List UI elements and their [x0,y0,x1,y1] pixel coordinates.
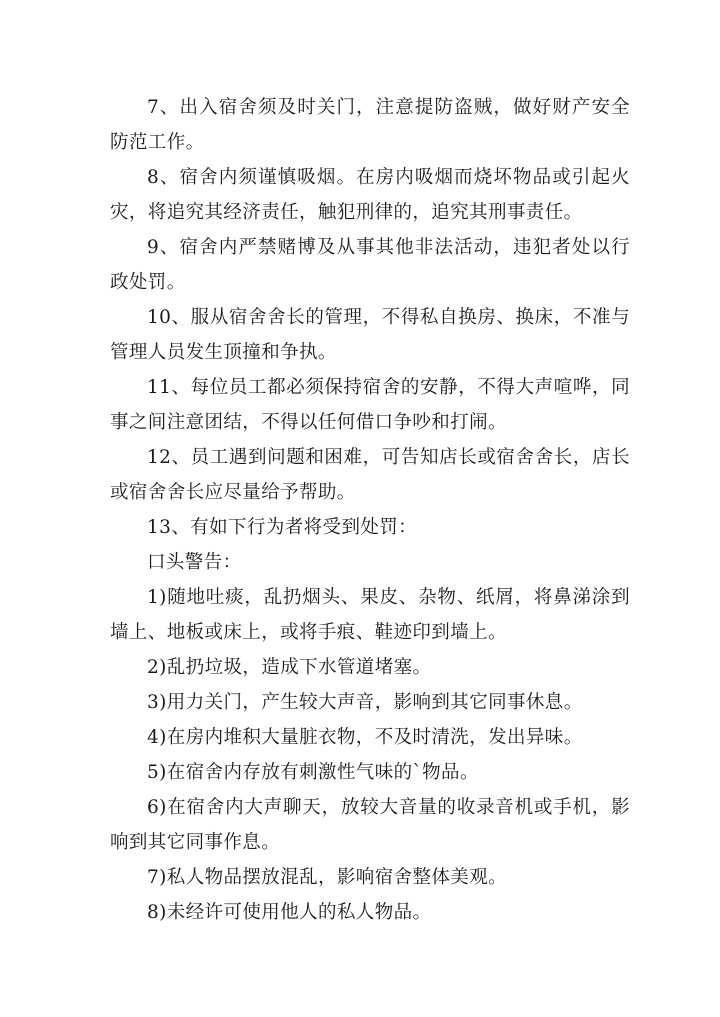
violation-item-5: 5)在宿舍内存放有刺激性气味的`物品。 [147,762,479,783]
rule-7: 7、出入宿舍须及时关门，注意提防盗贼，做好财产安全防范工作。 [110,97,630,153]
rule-13: 13、有如下行为者将受到处罚： [147,517,418,538]
rule-10: 10、服从宿舍舍长的管理，不得私自换房、换床，不准与管理人员发生顶撞和争执。 [110,307,630,363]
violation-item-3: 3)用力关门，产生较大声音，影响到其它同事休息。 [147,692,583,713]
rule-8: 8、宿舍内须谨慎吸烟。在房内吸烟而烧坏物品或引起火灾，将追究其经济责任，触犯刑律的，追究其刑事责任。 [110,167,630,223]
document-body [110,90,630,930]
violation-item-6: 6)在宿舍内大声聊天，放较大音量的收录音机或手机，影响到其它同事作息。 [110,797,630,853]
rule-11: 11、每位员工都必须保持宿舍的安静，不得大声喧哗，同事之间注意团结，不得以任何借口争吵和打闹。 [110,377,630,433]
violation-item-7: 7)私人物品摆放混乱，影响宿舍整体美观。 [147,867,507,888]
violation-item-8: 8)未经许可使用他人的私人物品。 [147,902,432,923]
verbal-warning-heading: 口头警告： [147,552,242,573]
rule-9: 9、宿舍内严禁赌博及从事其他非法活动，违犯者处以行政处罚。 [110,237,630,293]
rule-12: 12、员工遇到问题和困难，可告知店长或宿舍舍长，店长或宿舍舍长应尽量给予帮助。 [110,447,630,503]
violation-item-4: 4)在房内堆积大量脏衣物，不及时清洗，发出异味。 [147,727,583,748]
violation-item-1: 1)随地吐痰，乱扔烟头、果皮、杂物、纸屑，将鼻涕涂到墙上、地板或床上，或将手痕、鞋迹印到墙上。 [110,587,630,643]
violation-item-2: 2)乱扔垃圾，造成下水管道堵塞。 [147,657,432,678]
